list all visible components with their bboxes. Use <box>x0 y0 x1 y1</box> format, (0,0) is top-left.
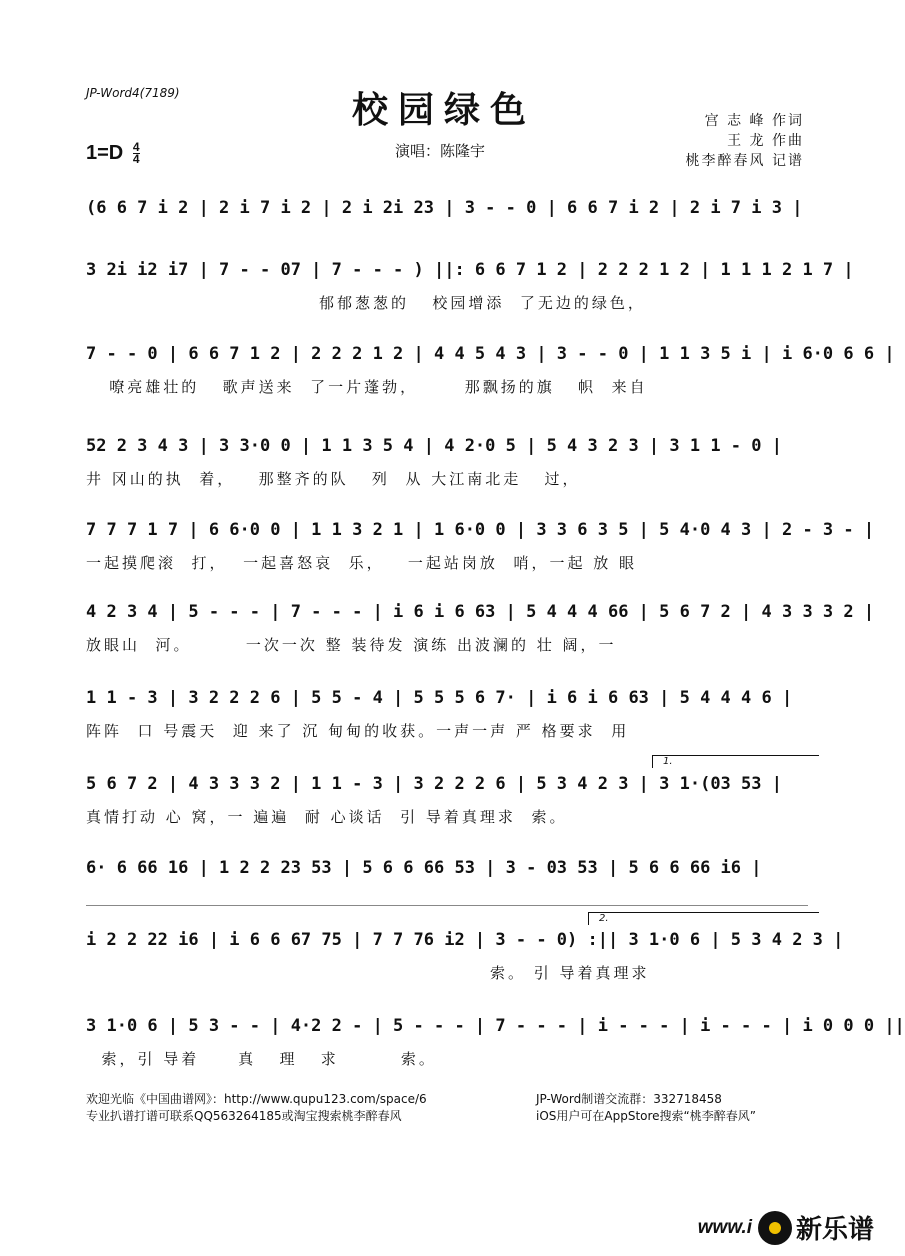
lyric-line: 索。 引 导着真理求 <box>86 964 650 982</box>
transcriber-credit: 桃李醉春风 记谱 <box>685 153 804 169</box>
composer-credit: 王 龙 作曲 <box>727 133 804 149</box>
footer-group: JP-Word制谱交流群：332718458 <box>536 1092 722 1106</box>
notation-row: 3 2i i2 i7 | 7 - - 07 | 7 - - - ) ||: 6 6 7 1 2 | 2 2 2 1 2 | 1 1 1 2 1 7 | <box>86 260 854 280</box>
notation-row: 4 2 3 4 | 5 - - - | 7 - - - | i 6 i 6 63 | 5 4 4 4 66 | 5 6 7 2 | 4 3 3 3 2 | <box>86 602 875 622</box>
volta-1: 1. <box>652 755 819 768</box>
lyric-line: 阵阵 口 号震天 迎 来了 沉 甸甸的收获。一声一声 严 格要求 用 <box>86 722 630 740</box>
notation-row: 7 - - 0 | 6 6 7 1 2 | 2 2 2 1 2 | 4 4 5 4 3 | 3 - - 0 | 1 1 3 5 i | i 6·0 6 6 | <box>86 344 895 364</box>
key-label: 1=D <box>86 142 124 164</box>
lyric-line: 真情打动 心 窝，一 遍遍 耐 心谈话 引 导着真理求 索。 <box>86 808 568 826</box>
song-title: 校园绿色 <box>351 89 536 131</box>
notation-row: i 2 2 22 i6 | i 6 6 67 75 | 7 7 76 i2 | 3 - - 0) :|| 3 1·0 6 | 5 3 4 2 3 | <box>86 930 844 950</box>
lyric-line: 井 冈山的执 着， 那整齐的队 列 从 大江南北走 过， <box>86 470 581 488</box>
lyric-line: 放眼山 河。 一次一次 整 装待发 演练 出波澜的 壮 阔，一 <box>86 636 617 654</box>
record-disc-icon <box>758 1211 792 1245</box>
lyric-line: 索，引 导着 真 理 求 索。 <box>86 1050 437 1068</box>
notation-row: 52 2 3 4 3 | 3 3·0 0 | 1 1 3 5 4 | 4 2·0 5 | 5 4 3 2 3 | 3 1 1 - 0 | <box>86 436 782 456</box>
software-version: JP-Word4(7189) <box>86 86 180 100</box>
key-signature <box>86 142 140 165</box>
notation-row: 3 1·0 6 | 5 3 - - | 4·2 2 - | 5 - - - | 7 - - - | i - - - | i - - - | i 0 0 0 || <box>86 1016 905 1036</box>
footer-website: 欢迎光临《中国曲谱网》：http://www.qupu123.com/space/6 <box>86 1092 427 1106</box>
site-watermark <box>698 1209 874 1246</box>
footer-ios: iOS用户可在AppStore搜索“桃李醉春风” <box>536 1109 756 1123</box>
watermark-brand: 新乐谱 <box>795 1215 874 1245</box>
notation-row: 6· 6 66 16 | 1 2 2 23 53 | 5 6 6 66 53 | 3 - 03 53 | 5 6 6 66 i6 | <box>86 858 762 878</box>
lyric-line: 嘹亮雄壮的 歌声送来 了一片蓬勃， 那飘扬的旗 帜 来自 <box>86 378 648 396</box>
notation-row: (6 6 7 i 2 | 2 i 7 i 2 | 2 i 2i 23 | 3 - - 0 | 6 6 7 i 2 | 2 i 7 i 3 | <box>86 198 803 218</box>
lyricist-credit: 宫 志 峰 作词 <box>704 113 804 129</box>
footer-contact: 专业扒谱打谱可联系QQ563264185或淘宝搜索桃李醉春风 <box>86 1109 402 1123</box>
notation-row: 5 6 7 2 | 4 3 3 3 2 | 1 1 - 3 | 3 2 2 2 6 | 5 3 4 2 3 | 3 1·(03 53 | <box>86 774 782 794</box>
lyric-line: 一起摸爬滚 打， 一起喜怒哀 乐， 一起站岗放 哨，一起 放 眼 <box>86 554 637 572</box>
singer: 演唱：陈隆宇 <box>395 142 486 160</box>
lyric-line: 郁郁葱葱的 校园增添 了无边的绿色， <box>86 294 646 312</box>
system-rule <box>86 905 808 906</box>
time-signature <box>133 142 140 165</box>
notation-row: 1 1 - 3 | 3 2 2 2 6 | 5 5 - 4 | 5 5 5 6 7· | i 6 i 6 63 | 5 4 4 4 6 | <box>86 688 793 708</box>
volta-2: 2. <box>588 912 819 925</box>
watermark-url: www.i <box>697 1216 752 1238</box>
time-denominator: 4 <box>132 152 140 167</box>
time-numerator: 4 <box>132 140 140 155</box>
notation-row: 7 7 7 1 7 | 6 6·0 0 | 1 1 3 2 1 | 1 6·0 0 | 3 3 6 3 5 | 5 4·0 4 3 | 2 - 3 - | <box>86 520 875 540</box>
